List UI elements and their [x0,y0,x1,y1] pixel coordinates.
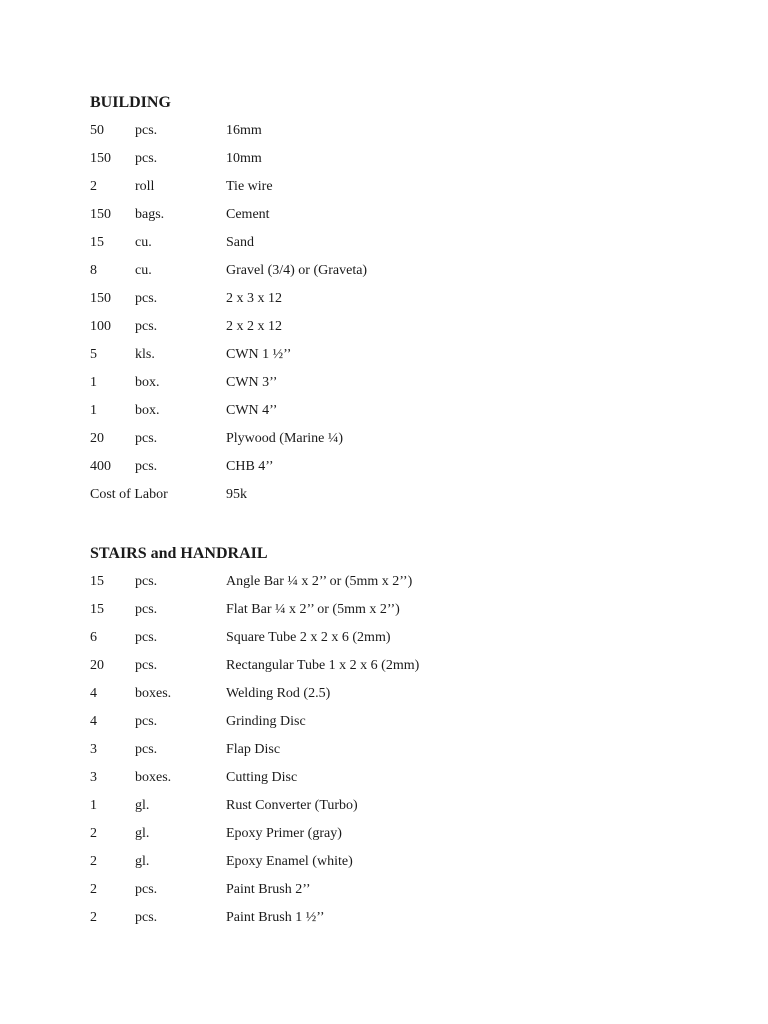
quantity: 2 [90,179,97,194]
material-row [90,288,690,316]
item-description: Plywood (Marine ¼) [226,431,344,446]
item-description: Epoxy Enamel (white) [226,854,353,869]
item-description: Rust Converter (Turbo) [226,798,358,813]
unit: cu. [135,235,152,250]
material-row [90,767,690,795]
item-description: CWN 1 ½’’ [226,347,292,362]
item-description: Grinding Disc [226,714,306,729]
quantity: 2 [90,882,97,897]
unit: pcs. [135,714,158,729]
material-row [90,204,690,232]
item-description: Tie wire [226,179,273,194]
quantity: 2 [90,826,97,841]
quantity: 3 [90,770,97,785]
unit: pcs. [135,602,158,617]
quantity: 4 [90,686,97,701]
material-row [90,599,690,627]
material-row [90,120,690,148]
quantity: 3 [90,742,97,757]
item-description: Cutting Disc [226,770,298,785]
quantity: 100 [90,319,111,334]
item-description: CHB 4’’ [226,459,274,474]
material-row [90,907,690,935]
material-row [90,627,690,655]
material-row [90,655,690,683]
item-description: 2 x 2 x 12 [226,319,282,334]
quantity: 150 [90,291,111,306]
material-row [90,148,690,176]
item-description: Sand [226,235,254,250]
labor-row [90,484,690,512]
quantity: 150 [90,207,111,222]
item-description: Flap Disc [226,742,281,757]
quantity: 4 [90,714,97,729]
building-section [90,92,690,512]
quantity: 5 [90,347,97,362]
unit: pcs. [135,459,158,474]
material-row [90,260,690,288]
unit: kls. [135,347,155,362]
quantity: 15 [90,602,104,617]
quantity: 2 [90,854,97,869]
unit: pcs. [135,151,158,166]
unit: pcs. [135,574,158,589]
building-heading: BUILDING [90,94,171,111]
building-list [90,120,690,484]
unit: pcs. [135,319,158,334]
material-row [90,571,690,599]
item-description: CWN 4’’ [226,403,278,418]
item-description: 2 x 3 x 12 [226,291,282,306]
item-description: 16mm [226,123,262,138]
item-description: Angle Bar ¼ x 2’’ or (5mm x 2’’) [226,574,413,589]
unit: pcs. [135,123,158,138]
item-description: Rectangular Tube 1 x 2 x 6 (2mm) [226,658,420,673]
material-row [90,795,690,823]
stairs-heading: STAIRS and HANDRAIL [90,545,268,562]
unit: pcs. [135,882,158,897]
material-row [90,344,690,372]
material-row [90,428,690,456]
material-row [90,176,690,204]
quantity: 15 [90,235,104,250]
item-description: Gravel (3/4) or (Graveta) [226,263,368,278]
item-description: Square Tube 2 x 2 x 6 (2mm) [226,630,391,645]
labor-label: Cost of Labor [90,487,168,502]
labor-value: 95k [226,487,247,502]
quantity: 2 [90,910,97,925]
quantity: 15 [90,574,104,589]
unit: boxes. [135,770,172,785]
unit: pcs. [135,431,158,446]
stairs-list [90,571,690,935]
item-description: Flat Bar ¼ x 2’’ or (5mm x 2’’) [226,602,400,617]
item-description: Paint Brush 1 ½’’ [226,910,325,925]
material-row [90,456,690,484]
unit: pcs. [135,658,158,673]
item-description: Epoxy Primer (gray) [226,826,342,841]
unit: cu. [135,263,152,278]
material-row [90,232,690,260]
material-row [90,739,690,767]
material-row [90,879,690,907]
material-row [90,823,690,851]
item-description: Welding Rod (2.5) [226,686,331,701]
material-row [90,683,690,711]
quantity: 6 [90,630,97,645]
unit: pcs. [135,630,158,645]
item-description: 10mm [226,151,262,166]
unit: boxes. [135,686,172,701]
material-row [90,851,690,879]
quantity: 400 [90,459,111,474]
quantity: 8 [90,263,97,278]
unit: pcs. [135,910,158,925]
unit: roll [135,179,155,194]
item-description: Paint Brush 2’’ [226,882,311,897]
stairs-handrail-section [90,543,690,935]
unit: gl. [135,854,150,869]
quantity: 20 [90,431,104,446]
item-description: Cement [226,207,270,222]
quantity: 1 [90,375,97,390]
quantity: 150 [90,151,111,166]
unit: box. [135,403,160,418]
unit: pcs. [135,742,158,757]
material-row [90,400,690,428]
quantity: 1 [90,798,97,813]
quantity: 50 [90,123,104,138]
material-row [90,316,690,344]
material-row [90,711,690,739]
unit: pcs. [135,291,158,306]
material-row [90,372,690,400]
quantity: 20 [90,658,104,673]
unit: bags. [135,207,165,222]
unit: box. [135,375,160,390]
unit: gl. [135,826,150,841]
item-description: CWN 3’’ [226,375,278,390]
quantity: 1 [90,403,97,418]
unit: gl. [135,798,150,813]
